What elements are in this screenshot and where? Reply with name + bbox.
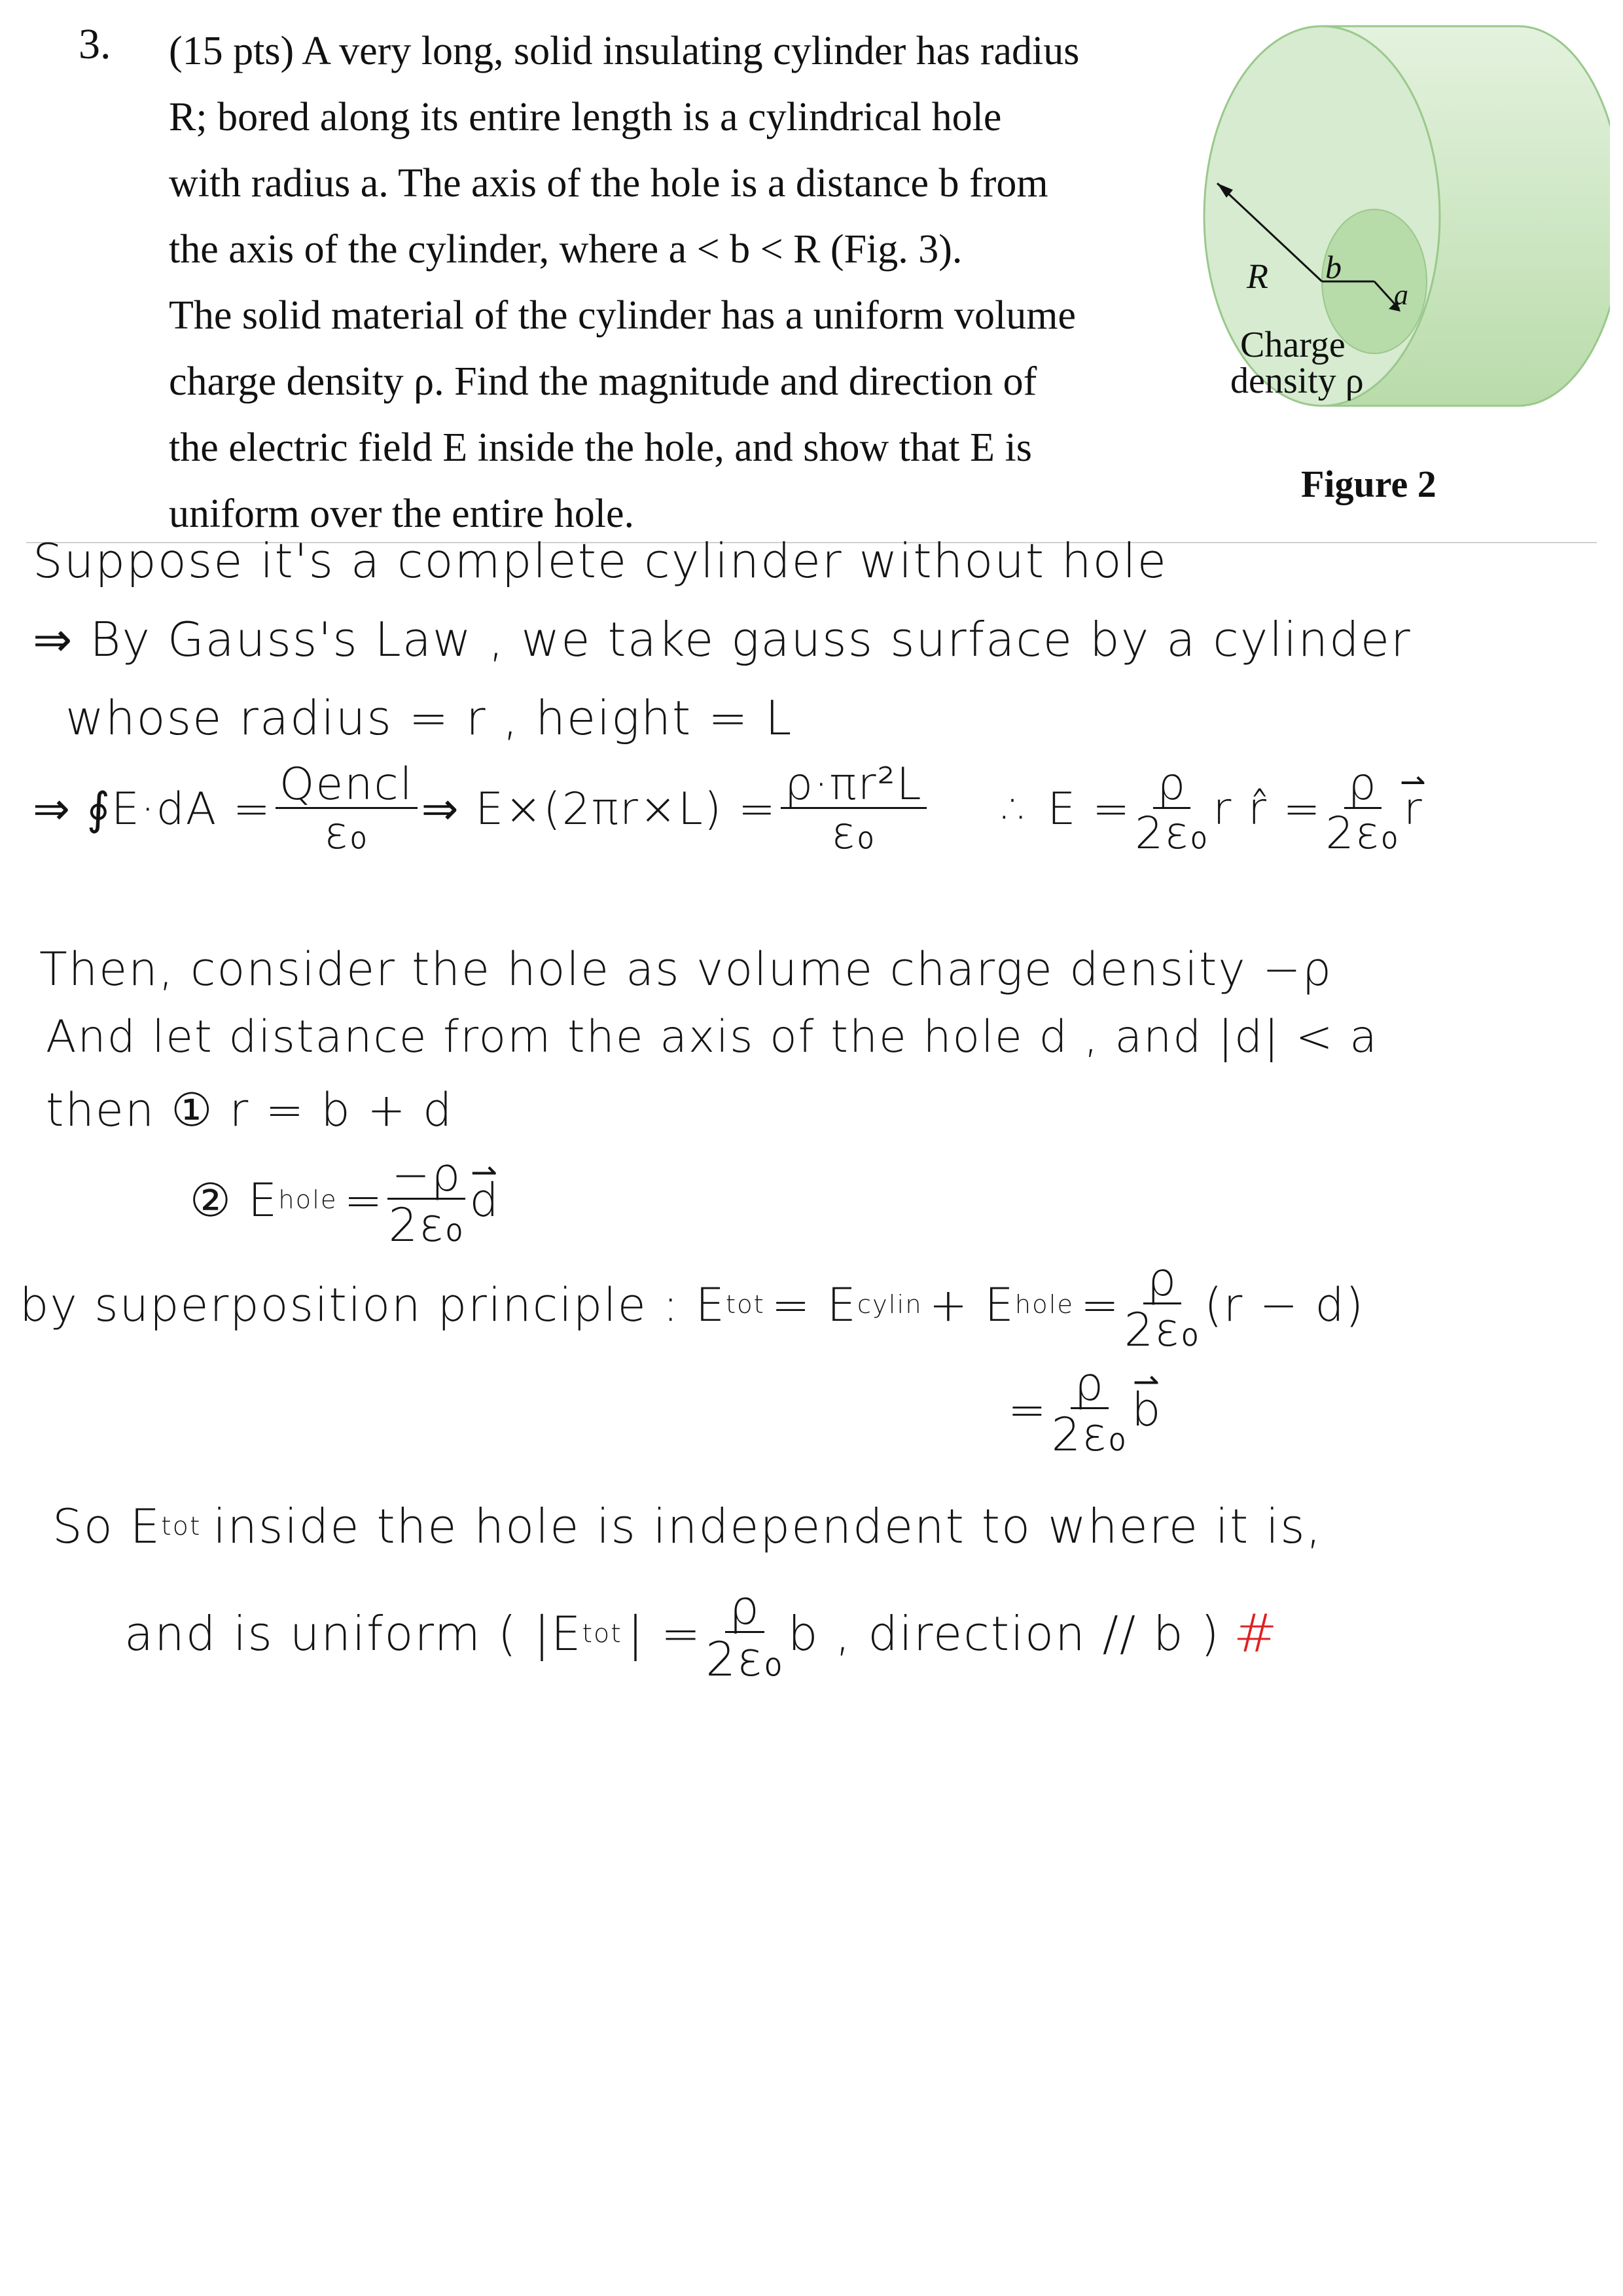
fraction-denominator: 2ε₀ [1124,1303,1201,1357]
problem-number: 3. [79,20,111,68]
solution-line-1: Suppose it's a complete cylinder without hole [33,533,1168,588]
line12-sub: tot [582,1618,622,1649]
problem-line: with radius a. The axis of the hole is a distance b from [169,161,1048,206]
fraction-numerator: ρ [1143,1257,1181,1304]
fraction-denominator: 2ε₀ [705,1632,784,1687]
eq1-left: ⇒ ∮E·dA = [33,783,272,835]
line12-end: b , direction // b ) [787,1605,1221,1661]
fraction-numerator: ρ [1071,1361,1109,1409]
fraction-numerator: ρ·πr²L [781,762,927,809]
label-R: R [1247,257,1268,296]
eq1-result-mid: r r̂ = [1213,783,1322,835]
eq1-mid: ⇒ E×(2πr×L) = [421,783,777,835]
fraction-numerator: Qencl [276,762,418,809]
fraction-numerator: ρ [1153,762,1190,809]
problem-line: the axis of the cylinder, where a < b < R (Fig. 3). [169,227,963,272]
label-charge: Charge [1240,325,1346,365]
fraction [1325,759,1400,859]
label-a: a [1394,279,1408,311]
problem-line: R; bored along its entire length is a cylindrical hole [169,95,1002,139]
solution-line-3: whose radius = r , height = L [65,691,793,745]
fraction-denominator: 2ε₀ [1325,808,1400,859]
simplified-equation [1008,1357,1162,1462]
line10-end: ⇀ b [1132,1383,1162,1437]
line9-prefix: by superposition principle : E [20,1278,726,1332]
problem-line: the electric field E inside the hole, and show that E is [169,425,1032,470]
fraction [781,759,927,859]
line8-prefix: ② E [190,1173,279,1227]
solution-line-6: And let distance from the axis of the hole d , and |d| < a [46,1011,1378,1063]
conclusion-line-1 [52,1499,1323,1554]
fraction-numerator: −ρ [387,1152,465,1200]
line10-eq: = [1008,1382,1048,1437]
fraction-denominator: ε₀ [324,808,369,859]
fraction-denominator: 2ε₀ [1135,808,1209,859]
figure-caption: Figure 2 [1301,463,1436,505]
fraction [1051,1357,1128,1462]
fraction-denominator: ε₀ [831,808,876,859]
line9-end: (r − d) [1204,1278,1365,1332]
problem-line: The solid material of the cylinder has a uniform volume [169,293,1076,338]
label-density: density ρ [1230,361,1364,401]
fraction [387,1148,465,1252]
label-b: b [1325,249,1342,285]
problem-statement [169,18,1152,547]
fraction-numerator: ρ [1344,762,1382,809]
gauss-equation [33,759,1423,859]
cylinder-figure [1191,13,1610,432]
e-hole-equation [190,1148,500,1252]
line11-prefix: So E [52,1499,162,1554]
line12-mid: | = [627,1605,702,1661]
solution-line-5: Then, consider the hole as volume charge density −ρ [39,942,1333,996]
line9-mid1: = E [771,1278,857,1332]
fraction-denominator: 2ε₀ [1051,1408,1128,1462]
line9-sub-hole: hole [1014,1290,1075,1319]
problem-line: uniform over the entire hole. [169,492,635,536]
problem-line: charge density ρ. Find the magnitude and direction of [169,359,1037,404]
problem-line: (15 pts) A very long, solid insulating cylinder has radius [169,29,1080,73]
line8-sub: hole [278,1185,338,1215]
fraction-denominator: 2ε₀ [388,1198,465,1252]
line8-eq: = [344,1173,384,1227]
line9-mid2: + E [929,1278,1015,1332]
line9-sub-tot: tot [725,1290,765,1319]
line9-sub-cylin: cylin [857,1290,923,1319]
line9-eq: = [1080,1278,1120,1332]
conclusion-line-2 [124,1580,1279,1687]
fraction [1124,1253,1201,1357]
eq1-result-end: ⇀ r [1404,783,1423,835]
fraction [1135,759,1209,859]
fraction-numerator: ρ [725,1584,764,1633]
superposition-equation [20,1253,1365,1357]
solution-line-2: ⇒ By Gauss's Law , we take gauss surface by a cylinder [33,612,1412,667]
line11-rest: inside the hole is independent to where it is, [213,1499,1323,1554]
end-mark: # [1233,1603,1279,1664]
line12-prefix: and is uniform ( |E [124,1605,582,1661]
line8-end: ⇀ d [469,1174,499,1227]
fraction [705,1580,784,1687]
solution-line-7: then ① r = b + d [46,1083,454,1137]
eq1-result-prefix: ∴ E = [1002,783,1132,835]
line11-sub: tot [161,1511,202,1541]
fraction [276,759,418,859]
